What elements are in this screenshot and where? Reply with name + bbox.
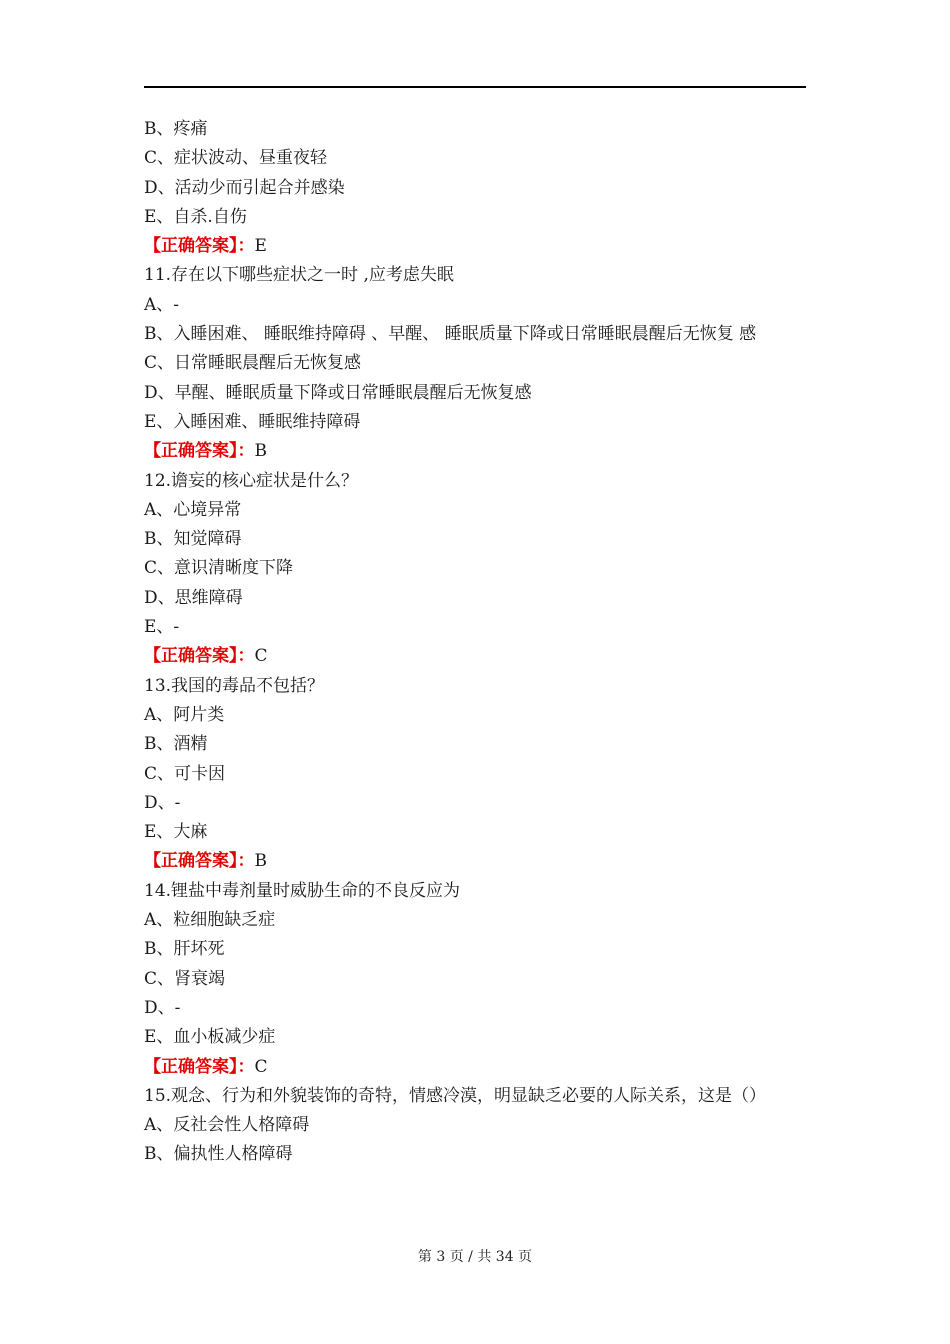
option-line: C、可卡因 bbox=[144, 763, 226, 784]
option-line: C、症状波动、昼重夜轻 bbox=[144, 148, 328, 169]
answer-line bbox=[144, 437, 808, 466]
option-line: B、偏执性人格障碍 bbox=[144, 1144, 293, 1165]
option-line: E、自杀.自伤 bbox=[144, 206, 247, 227]
option-line: D、- bbox=[144, 792, 181, 813]
option-line: C、肾衰竭 bbox=[144, 968, 226, 989]
answer-line bbox=[144, 232, 808, 261]
question-line: 11.存在以下哪些症状之一时 ,应考虑失眠 bbox=[144, 265, 454, 286]
option-line: B、酒精 bbox=[144, 734, 208, 755]
option-line: C、意识清晰度下降 bbox=[144, 558, 294, 579]
page-footer: 第 3 页 / 共 34 页 bbox=[417, 1249, 533, 1265]
option-line: D、思维障碍 bbox=[144, 587, 243, 608]
answer-label: 【正确答案】： bbox=[144, 236, 255, 257]
answer-label: 【正确答案】： bbox=[144, 1056, 255, 1077]
answer-value: E bbox=[254, 236, 267, 257]
answer-line bbox=[144, 642, 808, 671]
option-line: A、- bbox=[144, 294, 180, 315]
option-line: C、日常睡眠晨醒后无恢复感 bbox=[144, 353, 362, 374]
question-line: 15.观念、行为和外貌装饰的奇特，情感冷漠，明显缺乏必要的人际关系，这是（） bbox=[144, 1085, 767, 1106]
option-line: B、疼痛 bbox=[144, 119, 208, 139]
option-line: A、阿片类 bbox=[144, 704, 225, 725]
header-rule bbox=[144, 86, 806, 88]
answer-value: C bbox=[254, 646, 268, 667]
page-content bbox=[144, 115, 808, 1170]
option-line: B、肝坏死 bbox=[144, 939, 225, 960]
option-line: D、- bbox=[144, 997, 181, 1018]
question-line: 14.锂盐中毒剂量时威胁生命的不良反应为 bbox=[144, 880, 461, 901]
question-line: 13.我国的毒品不包括？ bbox=[144, 675, 325, 696]
answer-line bbox=[144, 847, 808, 876]
answer-value: B bbox=[254, 851, 267, 872]
answer-label: 【正确答案】： bbox=[144, 441, 255, 462]
option-line: E、入睡困难、睡眠维持障碍 bbox=[144, 411, 361, 432]
answer-value: C bbox=[254, 1056, 268, 1077]
option-line: B、知觉障碍 bbox=[144, 529, 242, 550]
option-line: B、入睡困难、 睡眠维持障碍 、早醒、 睡眠质量下降或日常睡眠晨醒后无恢复 感 bbox=[144, 324, 757, 345]
option-line: A、反社会性人格障碍 bbox=[144, 1115, 310, 1136]
answer-label: 【正确答案】： bbox=[144, 851, 255, 872]
option-line: D、活动少而引起合并感染 bbox=[144, 177, 345, 198]
answer-line bbox=[144, 1053, 808, 1082]
question-line: 12.谵妄的核心症状是什么？ bbox=[144, 470, 359, 491]
option-line: E、大麻 bbox=[144, 822, 208, 843]
answer-label: 【正确答案】： bbox=[144, 646, 255, 667]
option-line: A、粒细胞缺乏症 bbox=[144, 910, 276, 931]
option-line: E、- bbox=[144, 617, 180, 638]
option-line: A、心境异常 bbox=[144, 499, 242, 520]
answer-value: B bbox=[254, 441, 267, 462]
option-line: E、血小板减少症 bbox=[144, 1027, 276, 1048]
option-line: D、早醒、睡眠质量下降或日常睡眠晨醒后无恢复感 bbox=[144, 382, 532, 403]
